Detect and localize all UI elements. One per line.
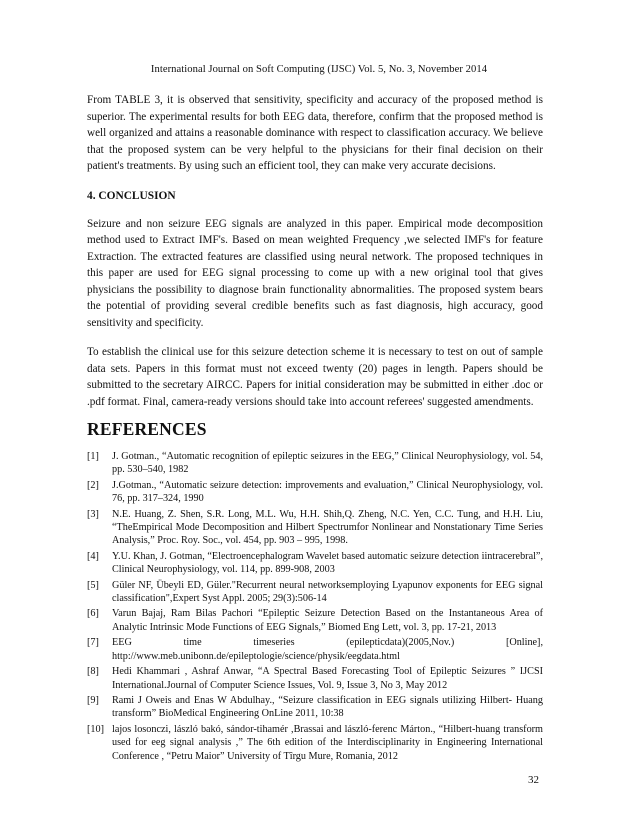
reference-number: [9]: [87, 694, 99, 706]
references-heading: REFERENCES: [87, 419, 207, 439]
reference-number: [6]: [87, 608, 99, 620]
reference-text: Hedi Khammari , Ashraf Anwar, “A Spectral Based Forecasting Tool of Epileptic Seizures ” IJCSI International.Journal of Computer Science Issues, Vol. 9, Issue 3, No 3, May 2012: [112, 666, 543, 691]
page-body: [87, 92, 543, 765]
reference-number: [8]: [87, 666, 99, 678]
paragraph-conclusion: Seizure and non seizure EEG signals are analyzed in this paper. Empirical mode decomposition method used to Extract IMF's. Based on mean weighted Frequency ,we selected IMF's for feature Extraction. The extracted features are classified using neural network. The proposed techniques in this paper are used for EEG signal processing to come up with a new original tool that gives physicians the possibility to diagnose brain functionality abnormalities. The proposed system bears the potential of providing several credible benefits such as fast diagnosis, high accuracy, good sensitivity and specificity.: [87, 217, 543, 329]
reference-text: lajos losonczi, lászló bakó, sándor-tihamér ,Brassai and lászló-ferenc Márton., “Hilbert-huang transform used for eeg signal analysis ,” The 6th edition of the Interdisciplinarity in Engineering International Conference , “Petru Maior” University of Tîrgu Mure, Romania, 2012: [112, 723, 543, 762]
reference-item: [87, 665, 543, 692]
reference-text: Rami J Oweis and Enas W Abdulhay., “Seizure classification in EEG signals utilizing Hilbert- Huang transform” BioMedical Engineering OnLine 2011, 10:38: [112, 694, 543, 720]
reference-text: J.Gotman., “Automatic seizure detection: improvements and evaluation,” Clinical Neurophysiology, vol. 76, pp. 317–324, 1990: [112, 479, 543, 505]
reference-item: [87, 723, 543, 763]
running-header: International Journal on Soft Computing (IJSC) Vol. 5, No. 3, November 2014: [150, 64, 488, 75]
page-number: 32: [528, 774, 539, 786]
reference-text: Güler NF, Übeyli ED, Güler."Recurrent neural networksemploying Lyapunov exponents for EEG signal classification",Expert Syst Appl. 2005; 29(3):506-14: [112, 579, 543, 605]
reference-item: [87, 508, 543, 548]
reference-item: [87, 479, 543, 506]
reference-text: Varun Bajaj, Ram Bilas Pachori “Epileptic Seizure Detection Based on the Instantaneous Area of Analytic Intrinsic Mode Functions of EEG Signals,” Biomed Eng Lett, vol. 3, pp. 17-21, 2013: [112, 608, 543, 633]
reference-item: [87, 579, 543, 606]
reference-item: [87, 550, 543, 577]
reference-number: [2]: [87, 479, 99, 491]
reference-text: EEG time timeseries (epilepticdata)(2005,Nov.) [Online], http://www.meb.unibonn.de/epileptologie/science/physik/eegdata.html: [112, 637, 543, 662]
reference-item: [87, 636, 543, 663]
reference-number: [7]: [87, 637, 99, 649]
reference-text: J. Gotman., “Automatic recognition of epileptic seizures in the EEG,” Clinical Neurophysiology, vol. 54, pp. 530–540, 1982: [112, 451, 543, 476]
reference-item: [87, 694, 543, 721]
reference-item: [87, 607, 543, 634]
paragraph-results: From TABLE 3, it is observed that sensitivity, specificity and accuracy of the proposed method is superior. The experimental results for both EEG data, therefore, confirm that the proposed method is well organized and attains a reasonable dominance with respect to classification accuracy. We believe that the proposed system can be very helpful to the physicians for their final decision on their patient's treatments. By using such an efficient tool, they can make very accurate decisions.: [87, 94, 543, 172]
reference-number: [5]: [87, 579, 99, 591]
reference-number: [1]: [87, 451, 99, 462]
reference-number: [4]: [87, 550, 99, 562]
reference-number: [10]: [87, 723, 104, 735]
reference-text: N.E. Huang, Z. Shen, S.R. Long, M.L. Wu, H.H. Shih,Q. Zheng, N.C. Yen, C.C. Tung, and H.H. Liu, “TheEmpirical Mode Decomposition and Hilbert Spectrumfor Nonlinear and Nonstationary Time Series Analysis,” Proc. Roy. Soc., vol. 454, pp. 903 – 995, 1998.: [112, 508, 543, 547]
reference-list: [87, 450, 543, 763]
paragraph-future-work: To establish the clinical use for this seizure detection scheme it is necessary to test on out of sample data sets. Papers in this format must not exceed twenty (20) pages in length. Papers should be submitted to the secretary AIRCC. Papers for initial consideration may be submitted in either .doc or .pdf format. Final, camera-ready versions should take into account referees' suggested amendments.: [87, 346, 543, 408]
reference-item: [87, 450, 543, 477]
reference-number: [3]: [87, 508, 99, 520]
conclusion-heading: 4. CONCLUSION: [87, 189, 176, 202]
reference-text: Y.U. Khan, J. Gotman, “Electroencephalogram Wavelet based automatic seizure detection iintracerebral”, Clinical Neurophysiology, vol. 114, pp. 899-908, 2003: [112, 550, 543, 576]
